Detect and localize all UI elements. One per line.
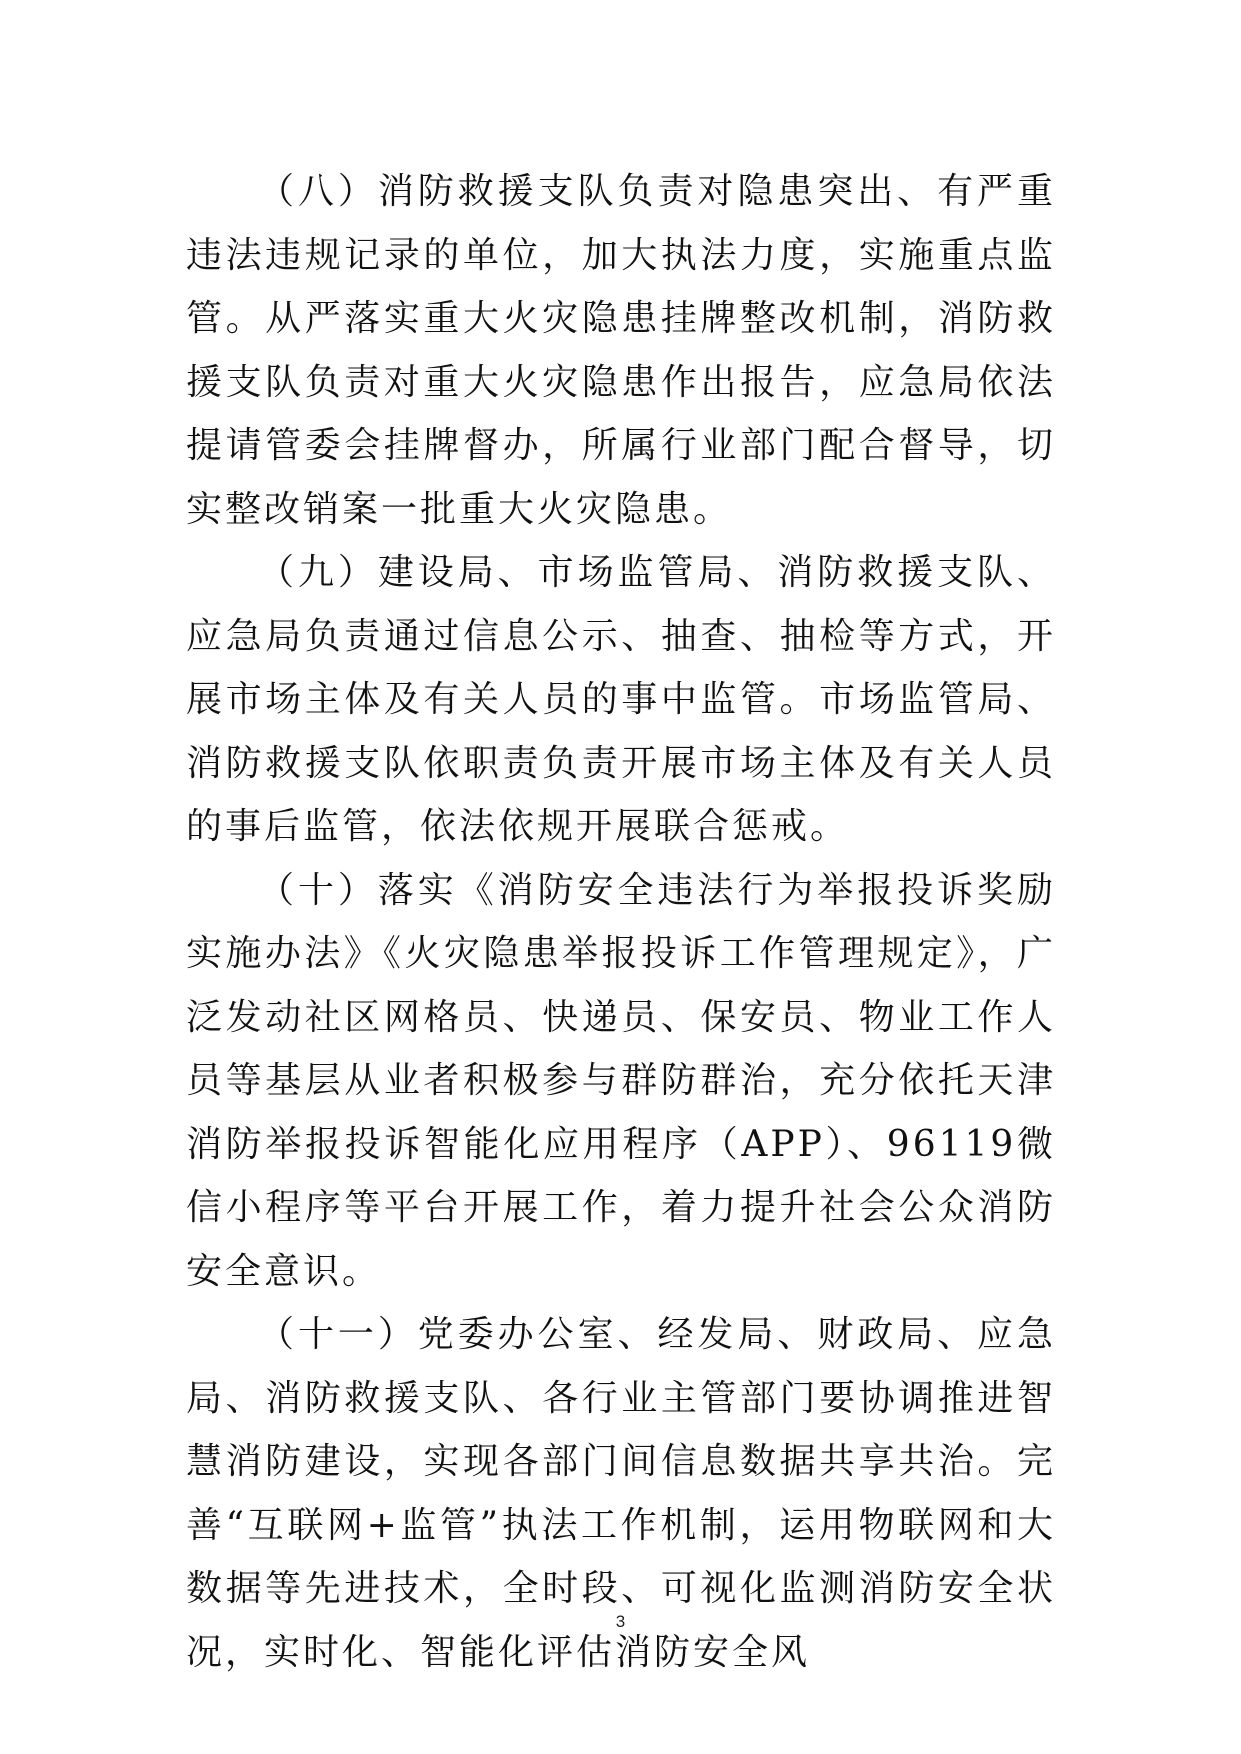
paragraph-9: （九）建设局、市场监管局、消防救援支队、应急局负责通过信息公示、抽查、抽检等方式，开展市场主体及有关人员的事中监管。市场监管局、消防救援支队依职责负责开展市场主体及有关人员的事后监管，依法依规开展联合惩戒。 bbox=[186, 552, 1056, 847]
page-number: 3 bbox=[615, 1612, 626, 1631]
paragraph-10: （十）落实《消防安全违法行为举报投诉奖励实施办法》《火灾隐患举报投诉工作管理规定》，广泛发动社区网格员、快递员、保安员、物业工作人员等基层从业者积极参与群防群治，充分依托天津消防举报投诉智能化应用程序（APP）、96119微信小程序等平台开展工作，着力提升社会公众消防安全意识。 bbox=[186, 869, 1056, 1292]
paragraph-11: （十一）党委办公室、经发局、财政局、应急局、消防救援支队、各行业主管部门要协调推进智慧消防建设，实现各部门间信息数据共享共治。完善“互联网+监管”执法工作机制，运用物联网和大数据等先进技术，全时段、可视化监测消防安全状况，实时化、智能化评估消防安全风 bbox=[186, 1314, 1056, 1673]
paragraph-8: （八）消防救援支队负责对隐患突出、有严重违法违规记录的单位，加大执法力度，实施重点监管。从严落实重大火灾隐患挂牌整改机制，消防救援支队负责对重大火灾隐患作出报告，应急局依法提请管委会挂牌督办，所属行业部门配合督导，切实整改销案一批重大火灾隐患。 bbox=[186, 171, 1056, 530]
document-body bbox=[186, 160, 1056, 1684]
